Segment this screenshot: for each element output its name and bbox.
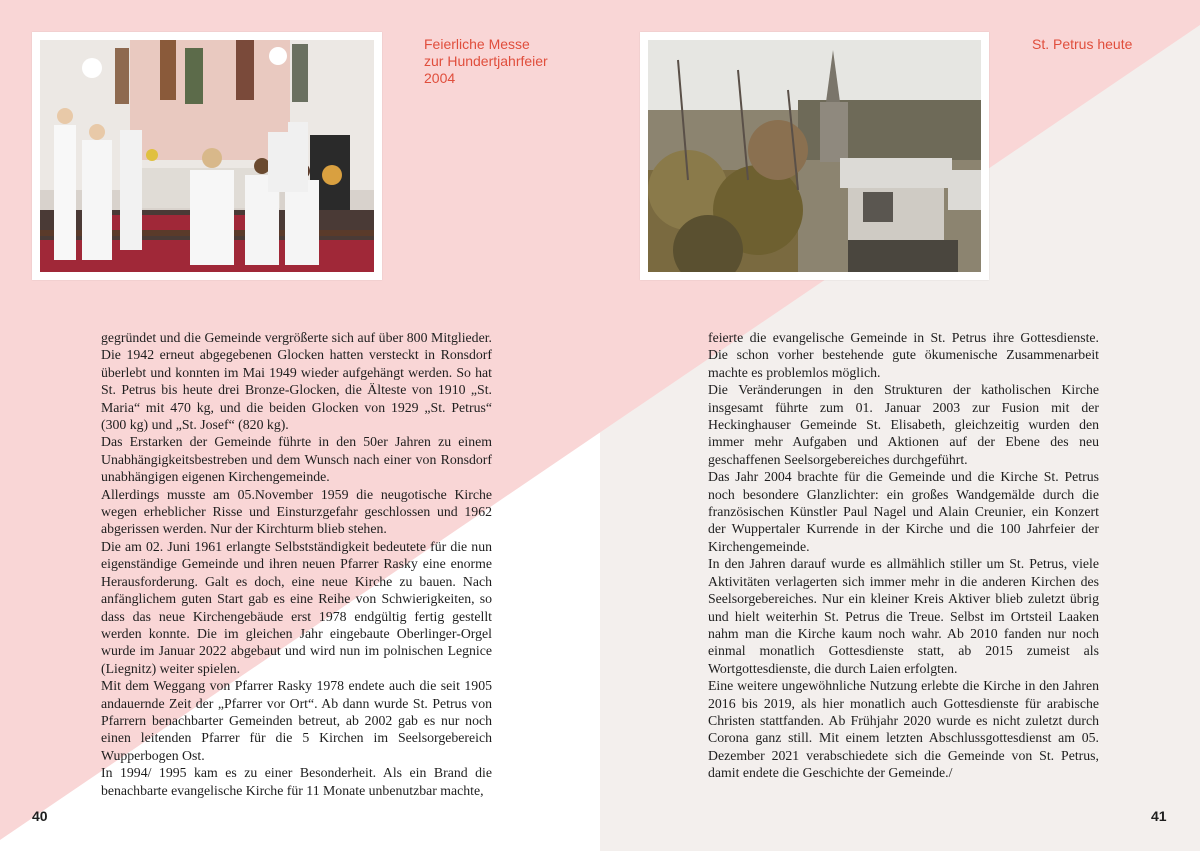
- anniversary-mass-photo: [40, 40, 374, 272]
- left-paragraph: Die am 02. Juni 1961 erlangte Selbstständigkeit bedeutete für die nun eigenständige Gemeinde und ihren neuen Pfarrer Rasky eine enorme Herausforderung. Galt es doch, eine neue Kirche zu bauen. Nach anfänglichem guten Start gab es eine Reihe von Schwierigkeiten, so dass das neue Kirchengebäude erst 1978 endgültig fertig gestellt werden konnte. Die im gleichen Jahr eingebaute Oberlinger-Orgel wurde im Januar 2022 abgebaut und wird nun im polnischen Legnice (Liegnitz) weiter spielen.: [101, 538, 492, 676]
- left-paragraph: gegründet und die Gemeinde vergrößerte sich auf über 800 Mitglieder. Die 1942 erneut abgegebenen Glocken hatten versteckt in Ronsdorf überlebt und konnten im Mai 1949 wieder aufgehängt werden. So hat St. Petrus bis heute drei Bronze-Glocken, die Älteste von 1910 „St. Maria“ mit 470 kg, und die beiden Glocken von 1929 „St. Petrus“ (300 kg) und „St. Josef“ (820 kg).: [101, 330, 492, 433]
- left-paragraph: Mit dem Weggang von Pfarrer Rasky 1978 endete auch die seit 1905 andauernde Zeit der „Pfarrer vor Ort“. Ab dann wurde St. Petrus von Pfarrern benachbarter Gemeinden betreut, ab 2002 gab es nur noch einen leitenden Pfarrer für die 5 Kirchen im Seelsorgebereich Wupperbogen Ost.: [101, 678, 492, 763]
- right-body-text: [708, 329, 1099, 782]
- st-petrus-today-photo: [648, 40, 981, 272]
- page-number-right: 41: [1151, 808, 1167, 824]
- church-photo-frame: [640, 32, 989, 280]
- right-paragraph: In den Jahren darauf wurde es allmählich stiller um St. Petrus, viele Aktivitäten verlagerten sich immer mehr in die anderen Kirchen des Seelsorgebereiches. Nur ein kleiner Kreis Aktiver blieb zuletzt übrig und hielt weiterhin St. Petrus die Treue. Selbst im Ortsteil Laaken nahm man die Kirche kaum noch wahr. Ab 2010 fanden nur noch einmal monatlich Gottesdienste statt, ab 2015 zumeist als Wortgottesdienste, die durch Laien erfolgten.: [708, 556, 1099, 676]
- right-paragraph: feierte die evangelische Gemeinde in St. Petrus ihre Gottesdienste. Die schon vorher bestehende gute ökumenische Zusammenarbeit machte es problemlos möglich.: [708, 330, 1099, 380]
- left-body-text: [101, 329, 492, 799]
- right-paragraph: Das Jahr 2004 brachte für die Gemeinde und die Kirche St. Petrus noch besondere Glanzlichter: ein großes Wandgemälde durch die französischen Künstler Paul Nagel und Alain Creunier, ein Konzert der Wuppertaler Kurrende in der Kirche und die 100 Jahrfeier der Kirchengemeinde.: [708, 469, 1099, 554]
- mass-photo-frame: [32, 32, 382, 280]
- left-paragraph: In 1994/ 1995 kam es zu einer Besonderheit. Als ein Brand die benachbarte evangelische Kirche für 11 Monate unbenutzbar machte,: [101, 765, 492, 798]
- church-photo-caption: St. Petrus heute: [1032, 36, 1133, 52]
- mass-photo-caption: Feierliche Messe zur Hundertjahrfeier 2004: [424, 36, 548, 86]
- right-paragraph: Eine weitere ungewöhnliche Nutzung erlebte die Kirche in den Jahren 2016 bis 2019, als hier monatlich auch Gottesdienste für arabische Christen stattfanden. Ab Frühjahr 2020 wurde es nicht zuletzt durch Corona ganz still. Mit einem letzten Abschlussgottesdienst am 05. Dezember 2021 verabschiedete sich die Gemeinde von St. Petrus, damit endete die Geschichte der Gemeinde./: [708, 678, 1099, 781]
- right-paragraph: Die Veränderungen in den Strukturen der katholischen Kirche insgesamt führte zum 01. Januar 2003 zur Fusion mit der Heckinghauser Gemeinde St. Elisabeth, gleichzeitig wurden den immer mehr Aufgaben und Aktionen auf der Ebene des neu geschaffenen Seelsorgebereiches durchgeführt.: [708, 382, 1099, 467]
- left-paragraph: Allerdings musste am 05.November 1959 die neugotische Kirche wegen erheblicher Risse und Einsturzgefahr geschlossen und 1962 abgerissen werden. Nur der Kirchturm blieb stehen.: [101, 486, 492, 537]
- left-paragraph: Das Erstarken der Gemeinde führte in den 50er Jahren zu einem Unabhängigkeitsbestreben und dem Wunsch nach einer von Ronsdorf unabhängigen eigenen Kirchengemeinde.: [101, 434, 492, 485]
- page-number-left: 40: [32, 808, 48, 824]
